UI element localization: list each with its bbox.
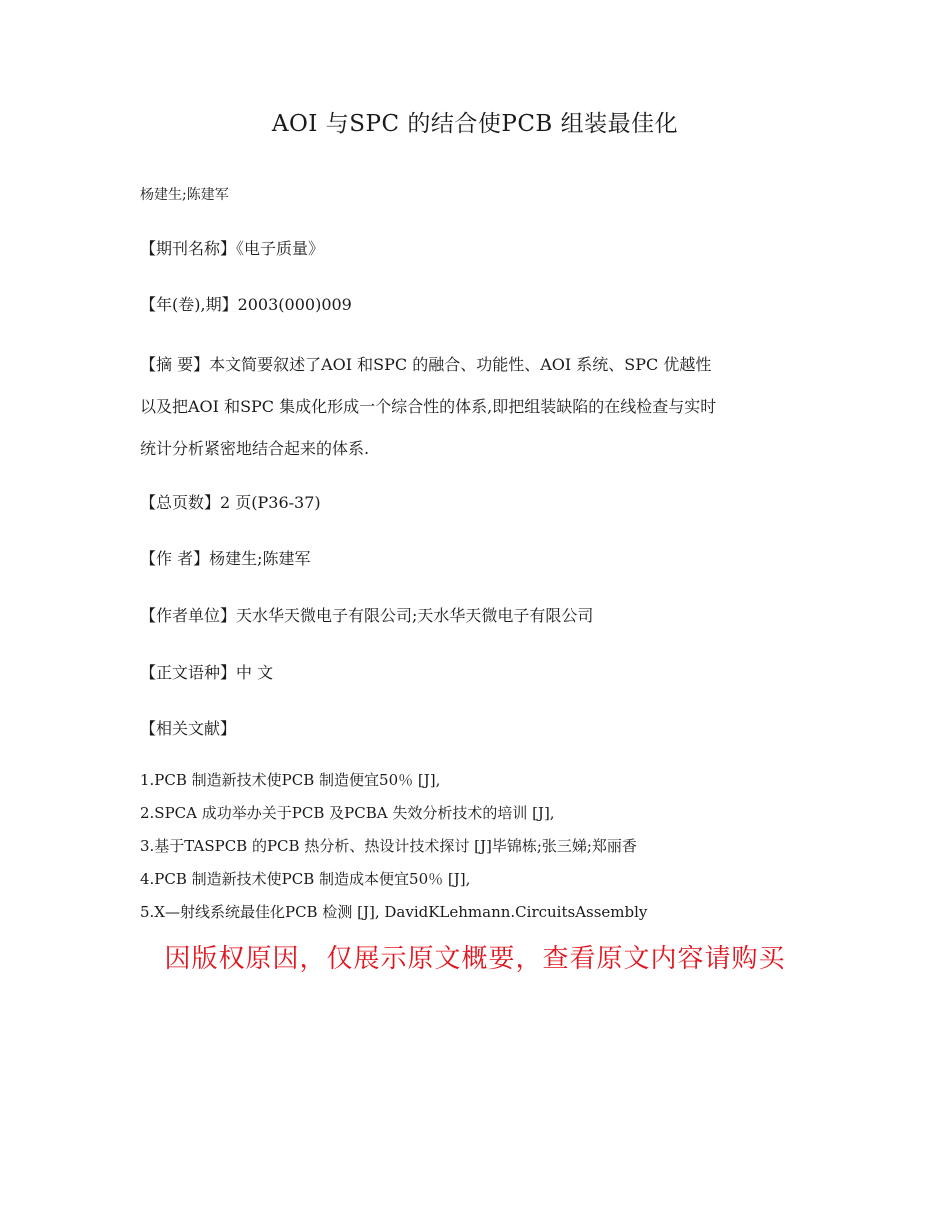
author-names: 杨建生;陈建军 [140, 187, 229, 203]
abstract-field [140, 344, 820, 470]
abstract-line: 统计分析紧密地结合起来的体系. [140, 439, 370, 458]
affiliation-field: 【作者单位】天水华天微电子有限公司;天水华天微电子有限公司 [140, 606, 594, 625]
language-field: 【正文语种】中 文 [140, 663, 274, 682]
abstract-line: 【摘 要】本文简要叙述了AOI 和SPC 的融合、功能性、AOI 系统、SPC 优越性 [140, 355, 712, 374]
reference-item[interactable]: 4.PCB 制造新技术使PCB 制造成本便宜50％ [J], [140, 870, 471, 888]
year-volume-issue-field: 【年(卷),期】2003(000)009 [140, 295, 352, 314]
reference-item[interactable]: 1.PCB 制造新技术使PCB 制造便宜50％ [J], [140, 771, 441, 789]
related-references-heading: 【相关文献】 [140, 719, 237, 738]
reference-item[interactable]: 5.X—射线系统最佳化PCB 检测 [J], DavidKLehmann.CircuitsAssembly [140, 903, 648, 921]
abstract-line: 以及把AOI 和SPC 集成化形成一个综合性的体系,即把组装缺陷的在线检查与实时 [140, 397, 717, 416]
reference-item[interactable]: 3.基于TASPCB 的PCB 热分析、热设计技术探讨 [J]毕锦栋;张三娣;郑丽香 [140, 837, 637, 855]
authors-field: 【作 者】杨建生;陈建军 [140, 549, 311, 568]
document-title: AOI 与SPC 的结合使PCB 组装最佳化 [271, 111, 679, 137]
copyright-notice: 因版权原因，仅展示原文概要，查看原文内容请购买 [164, 944, 786, 974]
reference-item[interactable]: 2.SPCA 成功举办关于PCB 及PCBA 失效分析技术的培训 [J], [140, 804, 555, 822]
total-pages-field: 【总页数】2 页(P36-37) [140, 493, 321, 512]
journal-name-field: 【期刊名称】《电子质量》 [140, 239, 325, 258]
references-list [140, 770, 647, 935]
